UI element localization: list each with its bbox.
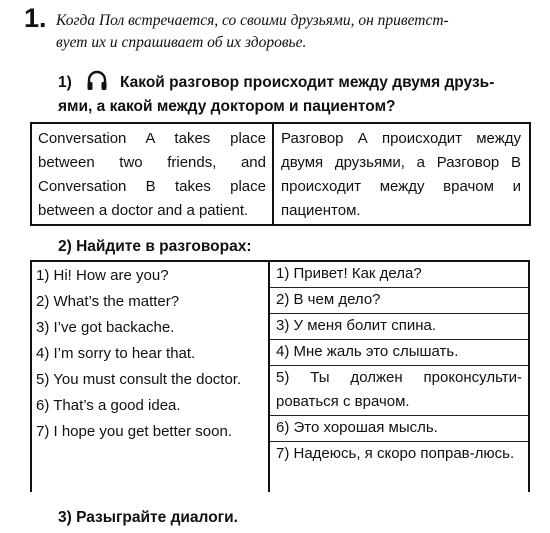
task3-heading: 3) Разыграйте диалоги. <box>58 509 238 526</box>
english-phrase-5: 5) You must consult the doctor. <box>36 371 242 388</box>
task1-question-line-1: Какой разговор происходит между двумя друзь- <box>120 74 495 91</box>
russian-phrase-2: 2) В чем дело? <box>276 291 381 308</box>
russian-phrase-5: 5) Ты должен проконсульти-роваться с врачом. <box>276 369 522 410</box>
english-phrase-2: 2) What’s the matter? <box>36 293 180 310</box>
headphones-icon <box>86 70 108 92</box>
table-left-border <box>30 260 32 492</box>
task1-answer-table <box>30 122 531 226</box>
english-phrase-1: 1) Hi! How are you? <box>36 267 169 284</box>
task2-table <box>30 260 530 492</box>
russian-phrase-1: 1) Привет! Как дела? <box>276 265 422 282</box>
answer-english: Conversation A takes place between two friends, and Conversation B takes place between a doctor and a patient. <box>38 130 266 219</box>
answer-russian: Разговор А происходит между двумя друзьями, а Разговор В происходит между врачом и пациентом. <box>281 130 521 219</box>
exercise-intro-line-1: Когда Пол встречается, со своими друзьями, он приветст- <box>56 12 449 29</box>
english-phrase-7: 7) I hope you get better soon. <box>36 423 232 440</box>
russian-column <box>270 260 528 492</box>
english-phrase-4: 4) I’m sorry to hear that. <box>36 345 196 362</box>
russian-phrase-3: 3) У меня болит спина. <box>276 317 436 334</box>
task1-label: 1) <box>58 74 72 91</box>
english-phrase-3: 3) I’ve got backache. <box>36 319 175 336</box>
table-right-border <box>528 260 530 492</box>
table-divider <box>272 124 274 224</box>
task2-heading: 2) Найдите в разговорах: <box>58 238 252 255</box>
russian-phrase-6: 6) Это хорошая мысль. <box>276 419 438 436</box>
russian-phrase-7: 7) Надеюсь, я скоро поправ-люсь. <box>276 445 515 462</box>
exercise-number: 1. <box>24 3 47 33</box>
russian-phrase-4: 4) Мне жаль это слышать. <box>276 343 459 360</box>
task1-question-line-2: ями, а какой между доктором и пациентом? <box>58 98 396 115</box>
english-phrase-6: 6) That’s a good idea. <box>36 397 181 414</box>
exercise-intro-line-2: вует их и спрашивает об их здоровье. <box>56 34 307 51</box>
